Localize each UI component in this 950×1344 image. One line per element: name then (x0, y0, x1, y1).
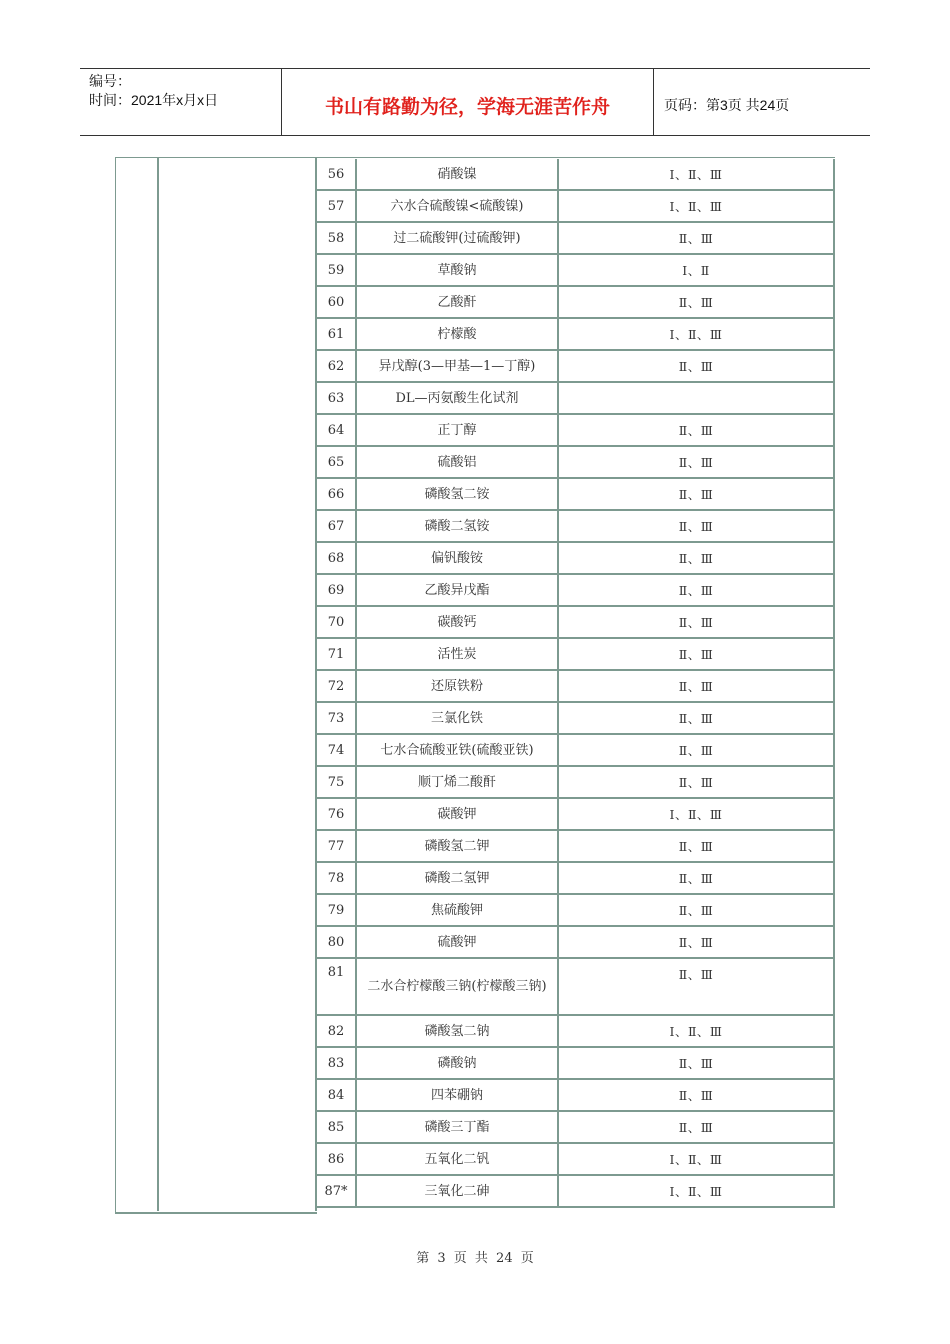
row-number: 78 (317, 863, 357, 895)
table-row (317, 223, 835, 255)
table-row (317, 543, 835, 575)
table-row (317, 351, 835, 383)
row-number: 66 (317, 479, 357, 511)
reagent-name: 硫酸铝 (357, 447, 559, 479)
reagent-class: Ⅱ、Ⅲ (559, 895, 835, 927)
reagent-class: Ⅱ、Ⅲ (559, 735, 835, 767)
table-row (317, 927, 835, 959)
table-row (317, 511, 835, 543)
table-row (317, 191, 835, 223)
reagent-class: Ⅰ、Ⅱ (559, 255, 835, 287)
row-number: 58 (317, 223, 357, 255)
table-row (317, 575, 835, 607)
table-row (317, 1112, 835, 1144)
reagent-name: 磷酸二氢钾 (357, 863, 559, 895)
table-row (317, 959, 835, 1016)
reagent-class: Ⅱ、Ⅲ (559, 447, 835, 479)
row-number: 77 (317, 831, 357, 863)
number-label: 编号： (89, 73, 131, 89)
row-number: 62 (317, 351, 357, 383)
reagent-class: Ⅰ、Ⅱ、Ⅲ (559, 1016, 835, 1048)
reagent-name: 异戊醇(3—甲基—1—丁醇) (357, 351, 559, 383)
reagent-class: Ⅱ、Ⅲ (559, 767, 835, 799)
reagent-name: 偏钒酸铵 (357, 543, 559, 575)
reagent-class: Ⅱ、Ⅲ (559, 351, 835, 383)
reagent-name: 正丁醇 (357, 415, 559, 447)
reagent-name: 四苯硼钠 (357, 1080, 559, 1112)
row-number: 74 (317, 735, 357, 767)
table-row (317, 1144, 835, 1176)
reagent-class: Ⅱ、Ⅲ (559, 831, 835, 863)
reagent-class: Ⅰ、Ⅱ、Ⅲ (559, 159, 835, 191)
table-row (317, 703, 835, 735)
reagent-name: 还原铁粉 (357, 671, 559, 703)
reagent-name: 活性炭 (357, 639, 559, 671)
reagent-name: 磷酸氢二钠 (357, 1016, 559, 1048)
reagent-class: Ⅱ、Ⅲ (559, 543, 835, 575)
table-row (317, 863, 835, 895)
table-row (317, 479, 835, 511)
reagent-name: 碳酸钾 (357, 799, 559, 831)
table-row (317, 607, 835, 639)
reagent-class: Ⅱ、Ⅲ (559, 511, 835, 543)
row-number: 79 (317, 895, 357, 927)
reagent-name: 磷酸氢二钾 (357, 831, 559, 863)
reagent-name: 顺丁烯二酸酐 (357, 767, 559, 799)
table-row (317, 415, 835, 447)
row-number: 63 (317, 383, 357, 415)
reagent-class: Ⅱ、Ⅲ (559, 1080, 835, 1112)
reagent-table (115, 157, 835, 1214)
reagent-class: Ⅱ、Ⅲ (559, 1048, 835, 1080)
reagent-class: Ⅱ、Ⅲ (559, 671, 835, 703)
reagent-name: 磷酸二氢铵 (357, 511, 559, 543)
reagent-name: 乙酸异戊酯 (357, 575, 559, 607)
reagent-class: Ⅱ、Ⅲ (559, 223, 835, 255)
reagent-class: Ⅱ、Ⅲ (559, 607, 835, 639)
reagent-name: 二水合柠檬酸三钠(柠檬酸三钠) (357, 959, 559, 1016)
row-number: 84 (317, 1080, 357, 1112)
row-number: 82 (317, 1016, 357, 1048)
row-number: 70 (317, 607, 357, 639)
reagent-class: Ⅱ、Ⅲ (559, 639, 835, 671)
reagent-name: 碳酸钙 (357, 607, 559, 639)
document-header (80, 68, 870, 136)
reagent-class: Ⅱ、Ⅲ (559, 415, 835, 447)
reagent-class: Ⅰ、Ⅱ、Ⅲ (559, 1176, 835, 1208)
reagent-name: 磷酸氢二铵 (357, 479, 559, 511)
row-number: 71 (317, 639, 357, 671)
row-number: 86 (317, 1144, 357, 1176)
table-row (317, 735, 835, 767)
reagent-name: 柠檬酸 (357, 319, 559, 351)
table-row (317, 159, 835, 191)
reagent-name: 三氧化二砷 (357, 1176, 559, 1208)
time-label: 时间：2021年x月x日 (89, 92, 219, 108)
reagent-name: 磷酸三丁酯 (357, 1112, 559, 1144)
reagent-class: Ⅰ、Ⅱ、Ⅲ (559, 319, 835, 351)
table-row (317, 671, 835, 703)
row-number: 67 (317, 511, 357, 543)
row-number: 76 (317, 799, 357, 831)
table-row (317, 799, 835, 831)
table-row (317, 255, 835, 287)
row-number: 80 (317, 927, 357, 959)
reagent-class: Ⅰ、Ⅱ、Ⅲ (559, 1144, 835, 1176)
row-number: 68 (317, 543, 357, 575)
row-number: 60 (317, 287, 357, 319)
header-motto: 书山有路勤为径，学海无涯苦作舟 (282, 69, 654, 135)
reagent-name: 乙酸酐 (357, 287, 559, 319)
reagent-class (559, 383, 835, 415)
table-row (317, 831, 835, 863)
reagent-name: 硝酸镍 (357, 159, 559, 191)
reagent-class: Ⅱ、Ⅲ (559, 479, 835, 511)
reagent-name: 三氯化铁 (357, 703, 559, 735)
row-number: 59 (317, 255, 357, 287)
reagent-name: 草酸钠 (357, 255, 559, 287)
group-column (159, 158, 317, 1211)
table-row (317, 447, 835, 479)
row-number: 72 (317, 671, 357, 703)
table-row (317, 1016, 835, 1048)
row-number: 73 (317, 703, 357, 735)
row-number: 69 (317, 575, 357, 607)
reagent-class: Ⅱ、Ⅲ (559, 927, 835, 959)
row-number: 75 (317, 767, 357, 799)
reagent-name: 六水合硫酸镍<硫酸镍) (357, 191, 559, 223)
reagent-name: 七水合硫酸亚铁(硫酸亚铁) (357, 735, 559, 767)
reagent-class: Ⅱ、Ⅲ (559, 863, 835, 895)
reagent-class: Ⅱ、Ⅲ (559, 703, 835, 735)
table-row (317, 1080, 835, 1112)
table-row (317, 767, 835, 799)
row-number: 83 (317, 1048, 357, 1080)
reagent-class: Ⅱ、Ⅲ (559, 1112, 835, 1144)
reagent-class: Ⅱ、Ⅲ (559, 959, 835, 1016)
reagent-name: DL—丙氨酸生化试剂 (357, 383, 559, 415)
row-number: 85 (317, 1112, 357, 1144)
reagent-name: 五氧化二钒 (357, 1144, 559, 1176)
table-row (317, 1048, 835, 1080)
row-number: 56 (317, 159, 357, 191)
reagent-name: 磷酸钠 (357, 1048, 559, 1080)
category-column (116, 158, 159, 1211)
page-footer: 第 3 页 共 24 页 (416, 1251, 534, 1266)
header-page-info: 页码：第3页 共24页 (664, 97, 790, 113)
table-rows (317, 159, 835, 1208)
table-row (317, 639, 835, 671)
table-row (317, 895, 835, 927)
row-number: 87* (317, 1176, 357, 1208)
table-row (317, 383, 835, 415)
table-row (317, 319, 835, 351)
table-row (317, 1176, 835, 1208)
row-number: 64 (317, 415, 357, 447)
reagent-class: Ⅰ、Ⅱ、Ⅲ (559, 191, 835, 223)
reagent-class: Ⅱ、Ⅲ (559, 575, 835, 607)
row-number: 65 (317, 447, 357, 479)
reagent-name: 焦硫酸钾 (357, 895, 559, 927)
reagent-class: Ⅰ、Ⅱ、Ⅲ (559, 799, 835, 831)
row-number: 81 (317, 959, 357, 1016)
reagent-name: 过二硫酸钾(过硫酸钾) (357, 223, 559, 255)
row-number: 61 (317, 319, 357, 351)
row-number: 57 (317, 191, 357, 223)
reagent-name: 硫酸钾 (357, 927, 559, 959)
reagent-class: Ⅱ、Ⅲ (559, 287, 835, 319)
table-row (317, 287, 835, 319)
header-meta (80, 69, 282, 135)
